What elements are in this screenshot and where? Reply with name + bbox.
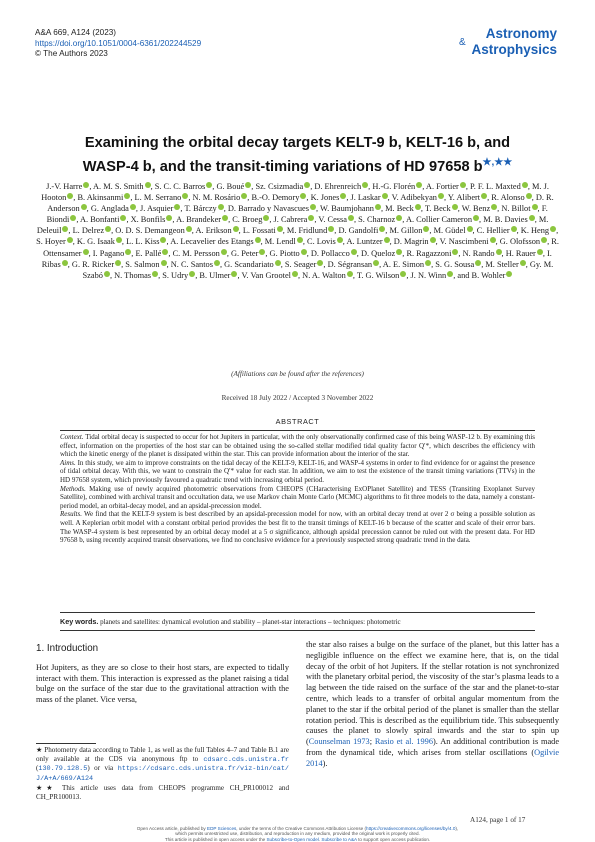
orcid-icon[interactable] <box>423 226 429 232</box>
orcid-icon[interactable] <box>384 237 390 243</box>
orcid-icon[interactable] <box>105 226 111 232</box>
journal-logo <box>457 26 557 66</box>
orcid-icon[interactable] <box>182 193 188 199</box>
author-name: J. Cabrera <box>273 215 308 225</box>
cds-viz-link[interactable]: https://cdsarc.cds.unistra.fr/viz-bin/cat/J/A+A/669/A124 <box>36 765 289 784</box>
orcid-icon[interactable] <box>379 226 385 232</box>
author-name: S. Seager <box>284 259 317 269</box>
footnotes <box>36 746 289 801</box>
received-dates: Received 18 July 2022 / Accepted 3 November 2022 <box>221 394 374 402</box>
intro-left-column <box>36 644 289 706</box>
orcid-icon[interactable] <box>447 271 453 277</box>
author-name: M. B. Davies <box>483 215 528 225</box>
orcid-icon[interactable] <box>67 237 73 243</box>
author-name: S. C. C. Barros <box>154 182 206 191</box>
orcid-icon[interactable] <box>396 249 402 255</box>
author-name: O. D. S. Demangeon <box>115 226 185 236</box>
orcid-icon[interactable] <box>300 193 306 199</box>
orcid-icon[interactable] <box>160 237 166 243</box>
footnote-1-text-c: ) or via <box>87 764 118 773</box>
abstract-context <box>60 433 535 459</box>
intro-right-text-1: the star also raises a bulge on the surface of the planet, but this latter has a negligible influence on the effect we examine here, that is, on the tidal decay of the orbit of hot Jupiters. If the stellar rotation is not synchronized with the planetary orbital period, the viscosity of the star’s plasma leads to a lag between the tide raised on the surface of the star and the planet-to-star centre, which leads to a transfer of orbital angular momentum from the planet to the star if the orbital period of the planet is smaller than the stellar rotation period. This is described as the equilibrium tide. This subsequently causes the planet to slowly spiral inwards and the star to spin up ( <box>306 640 559 747</box>
orcid-icon[interactable] <box>382 193 388 199</box>
cds-ftp-link[interactable]: cdsarc.cds.unistra.fr <box>203 755 289 764</box>
footnote-1-mark: ★ <box>36 746 43 754</box>
author-name: K. Heng <box>520 226 550 236</box>
journal-citation: A&A 669, A124 (2023) <box>35 28 117 37</box>
orcid-icon[interactable] <box>120 215 126 221</box>
orcid-icon[interactable] <box>473 215 479 221</box>
author-name: L. L. Kiss <box>126 237 160 247</box>
orcid-icon[interactable] <box>541 237 547 243</box>
orcid-icon[interactable] <box>550 226 556 232</box>
orcid-icon[interactable] <box>351 249 357 255</box>
author-name: A. Bonfanti <box>80 215 120 225</box>
orcid-icon[interactable] <box>301 249 307 255</box>
orcid-icon[interactable] <box>81 204 87 210</box>
author-name: S. G. Sousa <box>435 259 475 269</box>
author-name: J. Laskar <box>350 193 381 203</box>
orcid-icon[interactable] <box>337 237 343 243</box>
orcid-icon[interactable] <box>222 215 228 221</box>
author-name: R. Ragazzoni <box>406 248 452 258</box>
cc-license-link[interactable]: https://creativecommons.org/licenses/by/4.0 <box>366 826 456 831</box>
orcid-icon[interactable] <box>496 249 502 255</box>
context-text: Tidal orbital decay is suspected to occur for hot Jupiters in particular, with the only observationally confirmed case of this being WASP-12 b. By examining this effect, information on the properties of the host star can be obtained using the so-called stellar modified tidal quality factor Q′*, which describes the efficiency with which the kinetic energy of the planet is dissipated within the star. This can provide information about the interior of the star. <box>60 433 535 459</box>
keywords-label: Key words. <box>60 617 99 626</box>
author-name: M. J. Hooton <box>41 182 549 203</box>
author-name: G. Boué <box>216 182 245 191</box>
author-name: N. C. Santos <box>170 259 213 269</box>
license-line-3 <box>36 837 559 842</box>
orcid-icon[interactable] <box>491 204 497 210</box>
title-line-2-text: WASP-4 b, and the transit-timing variations of HD 97658 b <box>82 158 483 175</box>
author-name: D. Queloz <box>360 248 396 258</box>
author-name: T. Bárczy <box>184 204 217 214</box>
aims-label: Aims. <box>60 458 76 467</box>
license-line-1-a: Open Access article, published by <box>136 826 208 831</box>
orcid-icon[interactable] <box>83 249 89 255</box>
orcid-icon[interactable] <box>340 193 346 199</box>
orcid-icon[interactable] <box>317 260 323 266</box>
orcid-icon[interactable] <box>522 182 528 188</box>
keywords <box>60 617 535 626</box>
orcid-icon[interactable] <box>526 193 532 199</box>
orcid-icon[interactable] <box>475 260 481 266</box>
author-name: Sz. Csizmadia <box>255 182 304 191</box>
license-line-3-a: This article is published in open access under the <box>164 836 267 842</box>
abstract-body <box>60 433 535 545</box>
author-name: A. Brandeker <box>176 215 222 225</box>
abstract-bottom-rule <box>60 612 535 613</box>
cds-ip-link[interactable]: 130.79.128.5 <box>38 765 88 774</box>
methods-text: Making use of newly acquired photometric observations from CHEOPS (CHaracterising ExOPlanet Satellite) and TESS (Transiting Exoplanet Survey Satellite), combined with archival transit and occultation data, we use Markov chain Monte Carlo (MCMC) algorithms to fit three models to the data, namely a constant-period model, an orbital-decay model, and an apsidal-precession model. <box>60 484 536 510</box>
abstract-results <box>60 510 535 544</box>
aims-text: In this study, we aim to improve constraints on the tidal decay of the KELT-9, KELT-16, and WASP-4 systems in order to find evidence for or against the presence of tidal orbital decay. With this, we want to constrain the Q′* value for each star. In addition, we aim to test the existence of the transit timing variations (TTVs) in the HD 97658 system, which previously favoured a quadratic trend with increasing orbital period. <box>60 458 535 484</box>
author-name: N. A. Walton <box>302 270 346 280</box>
author-name: S. Salmon <box>125 259 160 269</box>
orcid-icon[interactable] <box>460 182 466 188</box>
orcid-icon[interactable] <box>375 204 381 210</box>
orcid-icon[interactable] <box>490 237 496 243</box>
citation-separator: ; <box>369 737 375 747</box>
author-name: A. M. S. Smith <box>93 182 144 191</box>
author-name: C. Broeg <box>232 215 263 225</box>
orcid-icon[interactable] <box>362 182 368 188</box>
orcid-icon[interactable] <box>400 271 406 277</box>
author-name: X. Bonfils <box>130 215 166 225</box>
orcid-icon[interactable] <box>328 226 334 232</box>
section-heading-introduction: 1. Introduction <box>36 643 99 654</box>
author-name: A. Collier Cameron <box>405 215 473 225</box>
footnote-1 <box>36 746 289 784</box>
license-line-1-b: , under the terms of the Creative Commons Attribution License ( <box>236 826 367 831</box>
orcid-icon[interactable] <box>218 204 224 210</box>
orcid-icon[interactable] <box>124 193 130 199</box>
copyright: © The Authors 2023 <box>35 49 108 58</box>
orcid-icon[interactable] <box>174 204 180 210</box>
author-name: L. Fossati <box>242 226 276 236</box>
author-name: M. Fridlund <box>286 226 328 236</box>
author-name: J. Asquier <box>140 204 174 214</box>
author-name: D. Pollacco <box>310 248 350 258</box>
author-name: D. Barrado y Navascues <box>227 204 309 214</box>
orcid-icon[interactable] <box>62 260 68 266</box>
orcid-icon[interactable] <box>520 260 526 266</box>
license-line-1-c: ), <box>455 826 459 831</box>
author-name: C. M. Persson <box>172 248 220 258</box>
author-name: L. M. Serrano <box>134 193 182 203</box>
affiliations-note: (Affiliations can be found after the references) <box>231 370 364 378</box>
intro-right-text-2: ). An additional contribution is made from the dynamical tide, which arises from stellar oscillations ( <box>306 737 560 757</box>
author-name: S. Charnoz <box>358 215 396 225</box>
orcid-icon[interactable] <box>415 204 421 210</box>
author-name: C. Lovis <box>307 237 336 247</box>
orcid-icon[interactable] <box>430 237 436 243</box>
footnote-2-text: This article uses data from CHEOPS programme CH_PR100012 and CH_PR100013. <box>36 783 289 801</box>
intro-right-column <box>306 640 559 770</box>
author-name: T. Beck <box>424 204 451 214</box>
intro-paragraph-left: Hot Jupiters, as they are so close to their host stars, are expected to tidally interact with them. This interaction is expressed as the planet raising a tidal bulge on the surface of the star due to the gravitational attraction with the mass of the planet. Vice versa, <box>36 662 289 705</box>
author-name: F. Biondi <box>46 204 548 225</box>
author-name: C. Hellier <box>476 226 510 236</box>
orcid-icon[interactable] <box>161 260 167 266</box>
orcid-icon[interactable] <box>416 182 422 188</box>
author-name: B. Akinsanmi <box>77 193 124 203</box>
author-name: M. Gillon <box>389 226 423 236</box>
orcid-icon[interactable] <box>116 237 122 243</box>
license-line-3-c: to support open access publication. <box>356 836 431 842</box>
author-name: K. Jones <box>310 193 340 203</box>
citation-counselman-1973[interactable]: Counselman 1973 <box>308 737 370 747</box>
author-name: E. Pallé <box>135 248 162 258</box>
paper-title <box>40 134 555 177</box>
intro-right-text-3: ). <box>322 758 328 768</box>
author-name: G. Scandariato <box>224 259 274 269</box>
author-name: V. Van Grootel <box>241 270 291 280</box>
footnote-2-mark: ★★ <box>36 783 57 792</box>
orcid-icon[interactable] <box>241 193 247 199</box>
author-name: R. Alonso <box>491 193 525 203</box>
title-footnote-marks[interactable]: ★,★★ <box>482 157 513 168</box>
author-name: N. M. Rosário <box>192 193 241 203</box>
author-name: N. Billot <box>501 204 531 214</box>
author-name: N. Thomas <box>114 270 152 280</box>
orcid-icon[interactable] <box>292 271 298 277</box>
page-number: A124, page 1 of 17 <box>470 816 526 824</box>
logo-ampersand: & <box>459 37 466 48</box>
orcid-icon[interactable] <box>166 215 172 221</box>
orcid-icon[interactable] <box>532 204 538 210</box>
orcid-icon[interactable] <box>130 204 136 210</box>
orcid-icon[interactable] <box>297 237 303 243</box>
citation-ogilvie-2014[interactable]: Ogilvie 2014 <box>306 747 559 768</box>
orcid-icon[interactable] <box>255 237 261 243</box>
keywords-text: planets and satellites: dynamical evolution and stability – planet-star interactions – techniques: photometric <box>100 618 401 626</box>
abstract-aims <box>60 459 535 485</box>
orcid-icon[interactable] <box>347 271 353 277</box>
footnote-1-text-a: Photometry data according to Table 1, as well as the full Tables 4–7 and Table B.1 are only available at the CDS via anonymous ftp to <box>36 746 289 763</box>
orcid-icon[interactable] <box>125 249 131 255</box>
orcid-icon[interactable] <box>310 204 316 210</box>
author-list: J.-V. Harre , A. M. S. Smith , S. C. C. Barros , G. Boué , Sz. Csizmadia , D. Ehrenreich , H.-G. Florén , A. Fortier , P. F. L. Maxted , M. J. Hooton , B. Akinsanmi , L. M. Serrano , N. M. Rosário , B.-O. Demory , K. Jones , J. Laskar , V. Adibekyan , Y. Alibert , R. Alonso , D. R. Anderson , G. Anglada , J. Asquier , T. Bárczy , D. Barrado y Navascues , W. Baumjohann , M. Beck , T. Beck , W. Benz , N. Billot , F. Biondi , A. Bonfanti , X. Bonfils , A. Brandeker , C. Broeg , J. Cabrera , V. Cessa , S. Charnoz , A. Collier Cameron , M. B. Davies , M. Deleuil , L. Delrez , O. D. S. Demangeon , A. Erikson , L. Fossati , M. Fridlund , D. Gandolfi , M. Gillon , M. Güdel , C. Hellier , K. Heng , S. Hoyer , K. G. Isaak , L. L. Kiss , A. Lecavelier des Etangs , M. Lendl , C. Lovis , A. Luntzer , D. Magrin , V. Nascimbeni , G. Olofsson , R. Ottensamer , I. Pagano , E. Pallé , C. M. Persson , G. Peter , G. Piotto , D. Pollacco , D. Queloz , R. Ragazzoni , N. Rando , H. Rauer , I. Ribas , G. R. Ricker , S. Salmon , N. C. Santos , G. Scandariato , S. Seager , D. Ségransan , A. E. Simon , S. G. Sousa , M. Steller , Gy. M. Szabó , N. Thomas , S. Udry , B. Ulmer , V. Van Grootel , N. A. Walton , T. G. Wilson , J. N. Winn , and B. Wohler <box>36 182 559 280</box>
orcid-icon[interactable] <box>233 226 239 232</box>
orcid-icon[interactable] <box>425 260 431 266</box>
orcid-icon[interactable] <box>373 260 379 266</box>
subscribe-to-open-link[interactable]: Subscribe-to-Open model <box>266 836 319 842</box>
title-line-1: Examining the orbital decay targets KELT-9 b, KELT-16 b, and <box>84 135 511 151</box>
author-name: A. Erikson <box>195 226 232 236</box>
author-name: G. Piotto <box>269 248 300 258</box>
author-name: L. Delrez <box>72 226 105 236</box>
orcid-icon[interactable] <box>162 249 168 255</box>
orcid-icon[interactable] <box>145 182 151 188</box>
orcid-icon[interactable] <box>115 260 121 266</box>
author-name: M. Güdel <box>433 226 466 236</box>
author-name: A. E. Simon <box>382 259 425 269</box>
abstract-heading: ABSTRACT <box>275 417 320 426</box>
orcid-icon[interactable] <box>304 182 310 188</box>
author-name: I. Ribas <box>41 248 552 269</box>
author-name: D. Magrin <box>393 237 429 247</box>
author-name: S. Hoyer <box>36 237 66 247</box>
license-notice <box>36 826 559 842</box>
journal-header <box>35 28 201 60</box>
orcid-icon[interactable] <box>62 226 68 232</box>
author-name: N. Rando <box>462 248 495 258</box>
author-name: M. Steller <box>485 259 519 269</box>
doi-link[interactable]: https://doi.org/10.1051/0004-6361/202244529 <box>35 38 202 48</box>
author-name: I. Pagano <box>92 248 125 258</box>
abstract-methods <box>60 485 535 511</box>
results-text: We find that the KELT-9 system is best described by an apsidal-precession model for now, with an orbital decay trend at over 2 σ being a possible solution as well. A Keplerian orbit model with a constant orbital period provides the best fit to the transit timings of KELT-16 b because of the scatter and scale of their error bars. The WASP-4 system is best represented by an orbital decay model at a 5 σ significance, although apsidal precession cannot be ruled out with the present data. For HD 97658 b, using recently acquired transit observations, we find no conclusive evidence for a previously suspected strong quadratic trend in the data. <box>60 510 535 545</box>
orcid-icon[interactable] <box>263 215 269 221</box>
keywords-bottom-rule <box>60 630 535 631</box>
footnote-1-text-b: ( <box>36 764 39 773</box>
methods-label: Methods. <box>60 484 86 493</box>
author-name: D. Ségransan <box>327 259 373 269</box>
author-name: D. Ehrenreich <box>314 182 362 191</box>
author-name: A. Fortier <box>425 182 459 191</box>
orcid-icon[interactable] <box>214 260 220 266</box>
orcid-icon[interactable] <box>277 226 283 232</box>
author-name: K. G. Isaak <box>76 237 115 247</box>
author-name: G. Olofsson <box>499 237 541 247</box>
author-name: H. Rauer <box>505 248 536 258</box>
author-name: P. F. L. Maxted <box>470 182 521 191</box>
footnote-2 <box>36 784 289 801</box>
author-name: G. Peter <box>231 248 259 258</box>
author-name: M. Lendl <box>264 237 296 247</box>
orcid-icon[interactable] <box>231 271 237 277</box>
author-name: A. Lecavelier des Etangs <box>170 237 254 247</box>
orcid-icon[interactable] <box>348 215 354 221</box>
orcid-icon[interactable] <box>481 193 487 199</box>
author-name: S. Udry <box>162 270 189 280</box>
orcid-icon[interactable] <box>104 271 110 277</box>
title-line-2 <box>40 153 555 177</box>
orcid-icon[interactable] <box>438 193 444 199</box>
author-name: A. Luntzer <box>346 237 383 247</box>
orcid-icon[interactable] <box>186 226 192 232</box>
orcid-icon[interactable] <box>396 215 402 221</box>
footnote-rule <box>36 743 96 744</box>
author-name: D. Gandolfi <box>338 226 379 236</box>
license-line-3-b: . <box>318 836 322 842</box>
orcid-icon[interactable] <box>221 249 227 255</box>
author-name: W. Baumjohann <box>320 204 374 214</box>
intro-paragraph-right <box>306 640 559 770</box>
author-name: B. Wohler <box>471 270 506 280</box>
author-name: D. R. Anderson <box>47 193 554 214</box>
author-name: Gy. M. Szabó <box>82 259 554 280</box>
license-line-2: which permits unrestricted use, distribution, and reproduction in any medium, provided the original work is properly cited. <box>175 831 420 837</box>
orcid-icon[interactable] <box>83 182 89 188</box>
author-name: M. Beck <box>385 204 414 214</box>
citation-rasio-1996[interactable]: Rasio et al. 1996 <box>374 737 433 747</box>
author-name: B.-O. Demory <box>251 193 300 203</box>
author-name: G. R. Ricker <box>71 259 115 269</box>
author-name: M. Deleuil <box>36 215 549 236</box>
orcid-icon[interactable] <box>506 271 512 277</box>
author-name: B. Ulmer <box>199 270 231 280</box>
author-name: G. Anglada <box>90 204 129 214</box>
orcid-icon[interactable] <box>275 260 281 266</box>
author-name: R. Ottensamer <box>43 237 559 258</box>
logo-line-2: Astrophysics <box>471 42 557 57</box>
results-label: Results. <box>60 510 82 519</box>
context-label: Context. <box>60 433 84 441</box>
orcid-icon[interactable] <box>537 249 543 255</box>
author-name: T. G. Wilson <box>356 270 400 280</box>
orcid-icon[interactable] <box>259 249 265 255</box>
author-name: V. Cessa <box>318 215 347 225</box>
orcid-icon[interactable] <box>245 182 251 188</box>
orcid-icon[interactable] <box>70 215 76 221</box>
logo-line-1: Astronomy <box>485 26 557 41</box>
author-name: W. Benz <box>461 204 491 214</box>
orcid-icon[interactable] <box>67 193 73 199</box>
author-name: V. Nascimbeni <box>439 237 489 247</box>
abstract-top-rule <box>60 430 535 431</box>
subscribe-aa-link[interactable]: Subscribe to A&A <box>321 836 357 842</box>
orcid-icon[interactable] <box>467 226 473 232</box>
orcid-icon[interactable] <box>189 271 195 277</box>
author-name: Y. Alibert <box>447 193 481 203</box>
author-name: H.-G. Florén <box>372 182 416 191</box>
author-name: J.-V. Harre <box>46 182 83 191</box>
author-name: V. Adibekyan <box>391 193 437 203</box>
orcid-icon[interactable] <box>452 204 458 210</box>
edp-sciences-link[interactable]: EDP Sciences <box>207 826 237 831</box>
orcid-icon[interactable] <box>152 271 158 277</box>
orcid-icon[interactable] <box>452 249 458 255</box>
orcid-icon[interactable] <box>511 226 517 232</box>
author-name: J. N. Winn <box>410 270 447 280</box>
orcid-icon[interactable] <box>308 215 314 221</box>
orcid-icon[interactable] <box>206 182 212 188</box>
orcid-icon[interactable] <box>529 215 535 221</box>
